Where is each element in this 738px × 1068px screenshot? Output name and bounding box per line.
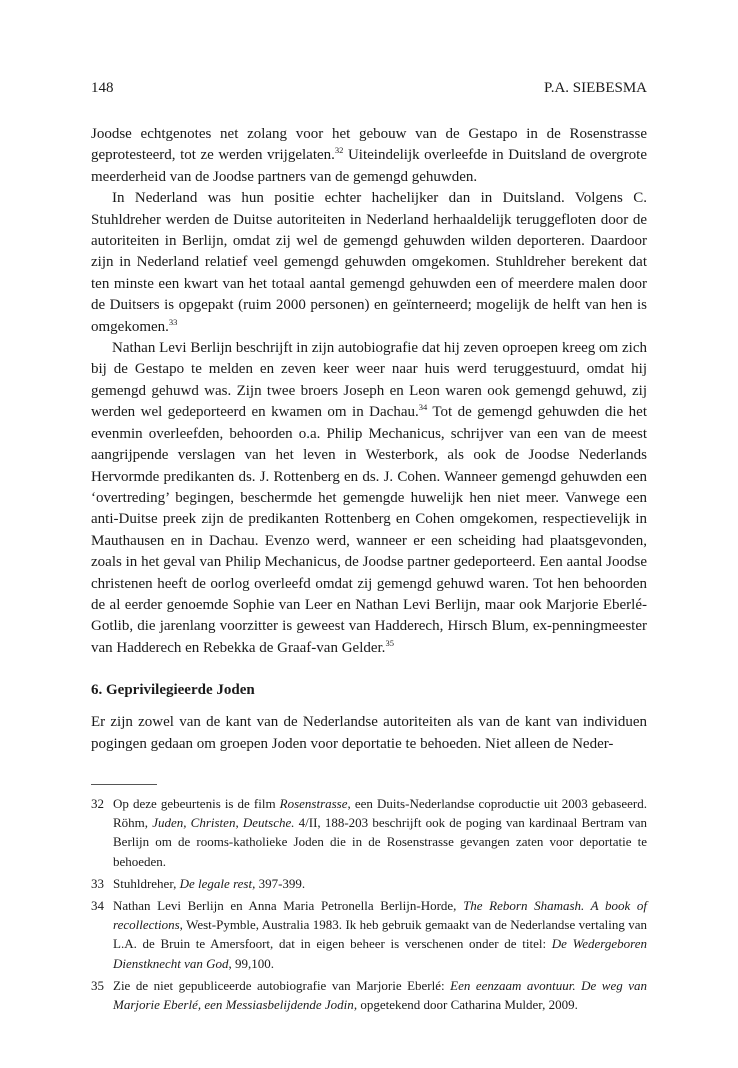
text-run: Stuhldreher, xyxy=(113,875,180,891)
body-paragraph xyxy=(91,188,647,338)
italic-title: Een eenzaam avontuur. De weg van Marjorie Eberlé, een Messiasbelijdende Jodin xyxy=(113,977,647,1013)
running-title: P.A. SIEBESMA xyxy=(544,80,647,96)
text-run: , een Duits-Nederlandse coproductie uit 2003 gebaseerd. Röhm, xyxy=(113,796,647,831)
footnote xyxy=(91,794,647,871)
italic-title: Rosenstrasse xyxy=(279,796,348,811)
text-run: , 99,100. xyxy=(228,955,275,971)
italic-title: The Reborn Shamash. A book of recollections xyxy=(113,898,647,933)
italic-title: De legale rest, xyxy=(179,875,256,891)
footnote xyxy=(91,874,647,893)
footnote-number: 34 xyxy=(91,898,104,914)
footnote-number: 33 xyxy=(91,875,104,891)
running-header xyxy=(91,78,647,98)
section-heading: 6. Geprivilegieerde Joden xyxy=(91,682,255,699)
main-text xyxy=(91,124,647,755)
text-run: Tot de gemengd gehuwden die het evenmin overleefden, behoorden o.a. Philip Mechanicus, schrijver van een van de meest aangrijpende verslagen van het leven in Westerbork, als ook de Joodse Nederlands Hervormde predikanten ds. J. Rottenberg en ds. J. Cohen. Wanneer gemengd gehuwden een ‘overtreding’ begingen, beschermde het gemengde huwelijk hen niet meer. Vanwege een anti-Duitse preek zijn de predikanten Rottenberg en Cohen omgekomen, respectievelijk in Mauthausen en in Dachau. Evenzo werd, wanneer er een scheiding had plaatsgevonden, zoals in het geval van Philip Mechanicus, de Joodse partner gedeporteerd. Een aantal Joodse christenen heeft de oorlog overleefd omdat zij gemengd gehuwd waren. Tot hen behoorden de al eerder genoemde Sophie van Leer en Nathan Levi Berlijn, maar ook Marjorie Eberlé-Gotlib, die jarenlang voorzitter is geweest van Hadderech, Hirsch Blum, ex-penningmeester van Hadderech en Rebekka de Graaf-van Gelder. xyxy=(91,404,647,656)
body-paragraph xyxy=(91,124,647,188)
footnote-text xyxy=(113,794,647,871)
text-run: 4/II, 188-203 beschrijft ook de poging van kardinaal Bertram van Berlijn om de rooms-katholieke Joden die in de Rosenstrasse gevangen zaten voor deportatie te behoeden. xyxy=(113,815,647,869)
footnote-reference[interactable]: 34 xyxy=(418,402,428,413)
text-run: Nathan Levi Berlijn beschrijft in zijn autobiografie dat hij zeven oproepen kreeg om zich bij de Gestapo te melden en zeven keer weer naar huis werd teruggestuurd, omdat hij gemengd gehuwd was. Zijn twee broers Joseph en Leon waren ook gemengd gehuwd, zij werden wel gedeporteerd en kwamen om in Dachau. xyxy=(91,340,647,421)
text-run: Zie de niet gepubliceerde autobiografie van Marjorie Eberlé: xyxy=(113,977,451,993)
footnote xyxy=(91,896,647,973)
footnote-reference[interactable]: 35 xyxy=(385,637,394,648)
text-run: , opgetekend door Catharina Mulder, 2009. xyxy=(353,997,578,1013)
footnote-divider xyxy=(91,784,157,785)
text-run: Op deze gebeurtenis is de film xyxy=(113,796,280,811)
footnote-text xyxy=(113,896,647,973)
footnote xyxy=(91,976,647,1014)
body-paragraph xyxy=(91,338,647,659)
paragraph-list xyxy=(91,124,647,659)
footnote-reference[interactable]: 32 xyxy=(334,145,344,156)
text-run: , West-Pymble, Australia 1983. Ik heb gebruik gemaakt van de Nederlandse vertaling van L.A. de Bruin te Amersfoort, dat in eigen beheer is verschenen onder de titel: xyxy=(113,917,647,952)
footnote-text xyxy=(113,976,647,1014)
italic-title: De Wedergeboren Dienstknecht van God xyxy=(113,936,647,971)
footnote-reference[interactable]: 33 xyxy=(168,316,178,327)
footnotes xyxy=(91,794,647,1017)
text-run: Uiteindelijk overleefde in Duitsland de overgrote meerderheid van de Joodse partners van de gemengd gehuwden. xyxy=(91,147,647,185)
footnote-text xyxy=(113,874,647,893)
text-run: In Nederland was hun positie echter hachelijker dan in Duitsland. Volgens C. Stuhldreher werden de Duitse autoriteiten in Nederland herhaaldelijk teruggefloten door de autoriteiten in Berlijn, omdat zij wel de gemengd gehuwden wilden deporteren. Daardoor zijn in Nederland relatief veel gemengd gehuwden omgekomen. Stuhldreher berekent dat ten minste een kwart van het totaal aantal gemengd gehuwden een of meerdere malen door de Duitsers is opgepakt (ruim 2000 personen) en geïnterneerd; mogelijk de helft van hen is omgekomen. xyxy=(91,190,647,335)
text-run: 397-399. xyxy=(255,875,306,891)
text-run: Joodse echtgenotes net zolang voor het gebouw van de Gestapo in de Rosenstrasse geprotesteerd, tot ze werden vrijgelaten. xyxy=(91,126,647,164)
section-paragraph: Er zijn zowel van de kant van de Nederlandse autoriteiten als van de kant van individuen pogingen gedaan om groepen Joden voor deportatie te behoeden. Niet alleen de Neder- xyxy=(91,714,647,752)
text-run: Nathan Levi Berlijn en Anna Maria Petronella Berlijn-Horde, xyxy=(113,898,464,914)
page-number: 148 xyxy=(91,80,114,96)
footnote-number: 35 xyxy=(91,977,104,993)
italic-title: Juden, Christen, Deutsche. xyxy=(152,815,295,831)
footnote-number: 32 xyxy=(91,796,104,811)
